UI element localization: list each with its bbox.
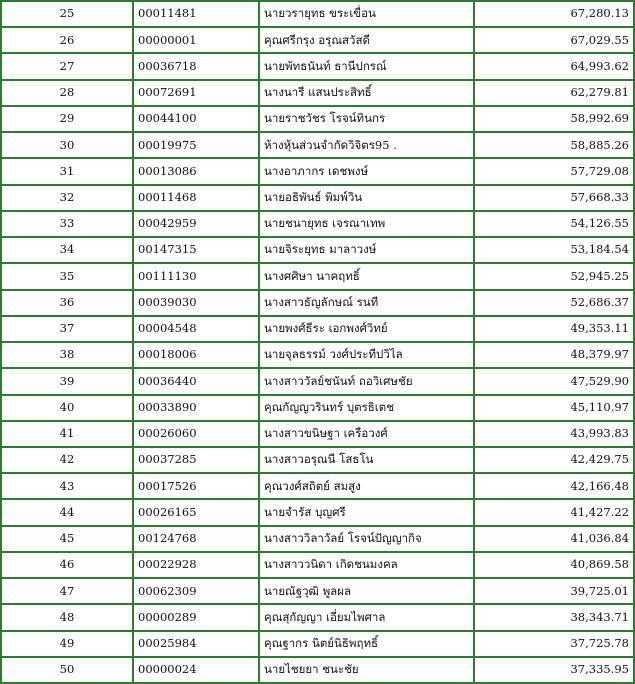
amount-cell: 39,725.01	[474, 578, 634, 604]
amount-cell: 42,166.48	[474, 473, 634, 499]
member-name-cell: นายจิระยุทธ มาลาวงษ์	[259, 237, 474, 263]
member-name-cell: นายพัทธนันท์ ธานีปกรณ์	[259, 53, 474, 79]
amount-cell: 42,429.75	[474, 447, 634, 473]
member-id-cell: 00042959	[133, 211, 259, 237]
member-name-cell: นายณัฐวุฒิ พูลผล	[259, 578, 474, 604]
member-id-cell: 00072691	[133, 80, 259, 106]
table-row	[1, 421, 634, 447]
table-row	[1, 27, 634, 53]
member-id-cell: 00033890	[133, 395, 259, 421]
member-id-cell: 00036440	[133, 368, 259, 394]
amount-cell: 57,668.33	[474, 185, 634, 211]
rank-cell: 43	[1, 473, 133, 499]
member-name-cell: คุณฐากร นิตย์นิธิพฤทธิ์	[259, 631, 474, 657]
table-row	[1, 53, 634, 79]
member-name-cell: นายวรายุทธ ขระเขื่อน	[259, 1, 474, 27]
amount-cell: 41,036.84	[474, 526, 634, 552]
member-id-cell: 00037285	[133, 447, 259, 473]
table-row	[1, 395, 634, 421]
table-row	[1, 106, 634, 132]
member-id-cell: 00013086	[133, 158, 259, 184]
member-name-cell: นางอาภากร เดชพงษ์	[259, 158, 474, 184]
rank-cell: 39	[1, 368, 133, 394]
table-row	[1, 578, 634, 604]
table-row	[1, 447, 634, 473]
amount-cell: 48,379.97	[474, 342, 634, 368]
table-row	[1, 211, 634, 237]
member-id-cell: 00062309	[133, 578, 259, 604]
amount-cell: 67,280.13	[474, 1, 634, 27]
member-id-cell: 00025984	[133, 631, 259, 657]
member-name-cell: นายอธิพันธ์ พิมพ์วิน	[259, 185, 474, 211]
member-id-cell: 00026060	[133, 421, 259, 447]
member-name-cell: นายชนายุทธ เจรณาเทพ	[259, 211, 474, 237]
member-name-cell: นางสาววัลย์ชนันท์ ถอวิเศษชัย	[259, 368, 474, 394]
member-name-cell: คุณกัญญวรินทร์ บุตรธิเตช	[259, 395, 474, 421]
member-id-cell: 00000289	[133, 604, 259, 630]
member-id-cell: 00044100	[133, 106, 259, 132]
rank-cell: 47	[1, 578, 133, 604]
member-id-cell: 00036718	[133, 53, 259, 79]
amount-cell: 54,126.55	[474, 211, 634, 237]
table-row	[1, 237, 634, 263]
member-id-cell: 00039030	[133, 290, 259, 316]
rank-cell: 25	[1, 1, 133, 27]
member-name-cell: นางนารี แสนประสิทธิ์	[259, 80, 474, 106]
table-row	[1, 473, 634, 499]
amount-cell: 41,427.22	[474, 499, 634, 525]
table-row	[1, 263, 634, 289]
member-name-cell: นายจุลธรรม์ วงศ์ประทีปวิไล	[259, 342, 474, 368]
amount-cell: 67,029.55	[474, 27, 634, 53]
amount-cell: 57,729.08	[474, 158, 634, 184]
amount-cell: 53,184.54	[474, 237, 634, 263]
member-name-cell: นางสาวธัญลักษณ์ รนที	[259, 290, 474, 316]
rank-cell: 48	[1, 604, 133, 630]
amount-cell: 52,945.25	[474, 263, 634, 289]
amount-cell: 58,885.26	[474, 132, 634, 158]
rank-cell: 37	[1, 316, 133, 342]
member-id-cell: 00000024	[133, 657, 259, 683]
table-row	[1, 316, 634, 342]
member-name-cell: คุณวงศ์สถิตย์ สมสูง	[259, 473, 474, 499]
member-id-cell: 00026165	[133, 499, 259, 525]
rank-cell: 33	[1, 211, 133, 237]
member-id-cell: 00011481	[133, 1, 259, 27]
table-row	[1, 526, 634, 552]
rank-cell: 31	[1, 158, 133, 184]
table-row	[1, 499, 634, 525]
member-name-cell: นายราชวัชร โรจน์ทินกร	[259, 106, 474, 132]
member-id-cell: 00111130	[133, 263, 259, 289]
rank-cell: 49	[1, 631, 133, 657]
amount-cell: 47,529.90	[474, 368, 634, 394]
rank-cell: 45	[1, 526, 133, 552]
rank-cell: 38	[1, 342, 133, 368]
member-id-cell: 00017526	[133, 473, 259, 499]
amount-cell: 58,992.69	[474, 106, 634, 132]
member-name-cell: คุณศรีกรุง อรุณสวัสดี	[259, 27, 474, 53]
amount-cell: 37,725.78	[474, 631, 634, 657]
member-id-cell: 00000001	[133, 27, 259, 53]
rank-cell: 28	[1, 80, 133, 106]
table-row	[1, 657, 634, 683]
rank-cell: 46	[1, 552, 133, 578]
rank-cell: 50	[1, 657, 133, 683]
member-id-cell: 00011468	[133, 185, 259, 211]
member-name-cell: นางศศิษา นาคฤทธิ์	[259, 263, 474, 289]
rank-cell: 26	[1, 27, 133, 53]
amount-cell: 49,353.11	[474, 316, 634, 342]
rank-cell: 44	[1, 499, 133, 525]
table-row	[1, 158, 634, 184]
rank-cell: 35	[1, 263, 133, 289]
member-name-cell: ห้างหุ้นส่วนจำกัดวิจิตร95 .	[259, 132, 474, 158]
rank-cell: 32	[1, 185, 133, 211]
rank-cell: 34	[1, 237, 133, 263]
amount-cell: 38,343.71	[474, 604, 634, 630]
table-row	[1, 631, 634, 657]
member-name-cell: นายจำรัส บุญศรี	[259, 499, 474, 525]
amount-cell: 62,279.81	[474, 80, 634, 106]
member-name-cell: นางสาวอรุณนี โสธโน	[259, 447, 474, 473]
member-name-cell: นางสาวขนิษฐา เครือวงศ์	[259, 421, 474, 447]
member-id-cell: 00124768	[133, 526, 259, 552]
amount-cell: 64,993.62	[474, 53, 634, 79]
amount-cell: 52,686.37	[474, 290, 634, 316]
member-name-cell: นางสาววิลาวัลย์ โรจน์ปัญญากิจ	[259, 526, 474, 552]
member-id-cell: 00004548	[133, 316, 259, 342]
member-name-cell: นายไชยยา ชนะชัย	[259, 657, 474, 683]
member-name-cell: คุณสุกัญญา เอี่ยมไพศาล	[259, 604, 474, 630]
table-row	[1, 552, 634, 578]
member-name-cell: นางสาววนิดา เกิดชนมงคล	[259, 552, 474, 578]
member-id-cell: 00019975	[133, 132, 259, 158]
table-row	[1, 368, 634, 394]
member-id-cell: 00147315	[133, 237, 259, 263]
rank-cell: 41	[1, 421, 133, 447]
amount-cell: 37,335.95	[474, 657, 634, 683]
table-row	[1, 132, 634, 158]
member-id-cell: 00018006	[133, 342, 259, 368]
table-row	[1, 342, 634, 368]
rank-cell: 42	[1, 447, 133, 473]
rank-cell: 36	[1, 290, 133, 316]
rank-cell: 30	[1, 132, 133, 158]
table-row	[1, 1, 634, 27]
rank-cell: 40	[1, 395, 133, 421]
table-row	[1, 80, 634, 106]
member-id-cell: 00022928	[133, 552, 259, 578]
table-row	[1, 185, 634, 211]
amount-cell: 45,110.97	[474, 395, 634, 421]
amount-cell: 43,993.83	[474, 421, 634, 447]
rank-cell: 29	[1, 106, 133, 132]
member-name-cell: นายพงศ์ธีระ เอกพงศ์วิทย์	[259, 316, 474, 342]
ranking-table-body	[1, 1, 634, 683]
amount-cell: 40,869.58	[474, 552, 634, 578]
table-row	[1, 604, 634, 630]
table-row	[1, 290, 634, 316]
rank-cell: 27	[1, 53, 133, 79]
